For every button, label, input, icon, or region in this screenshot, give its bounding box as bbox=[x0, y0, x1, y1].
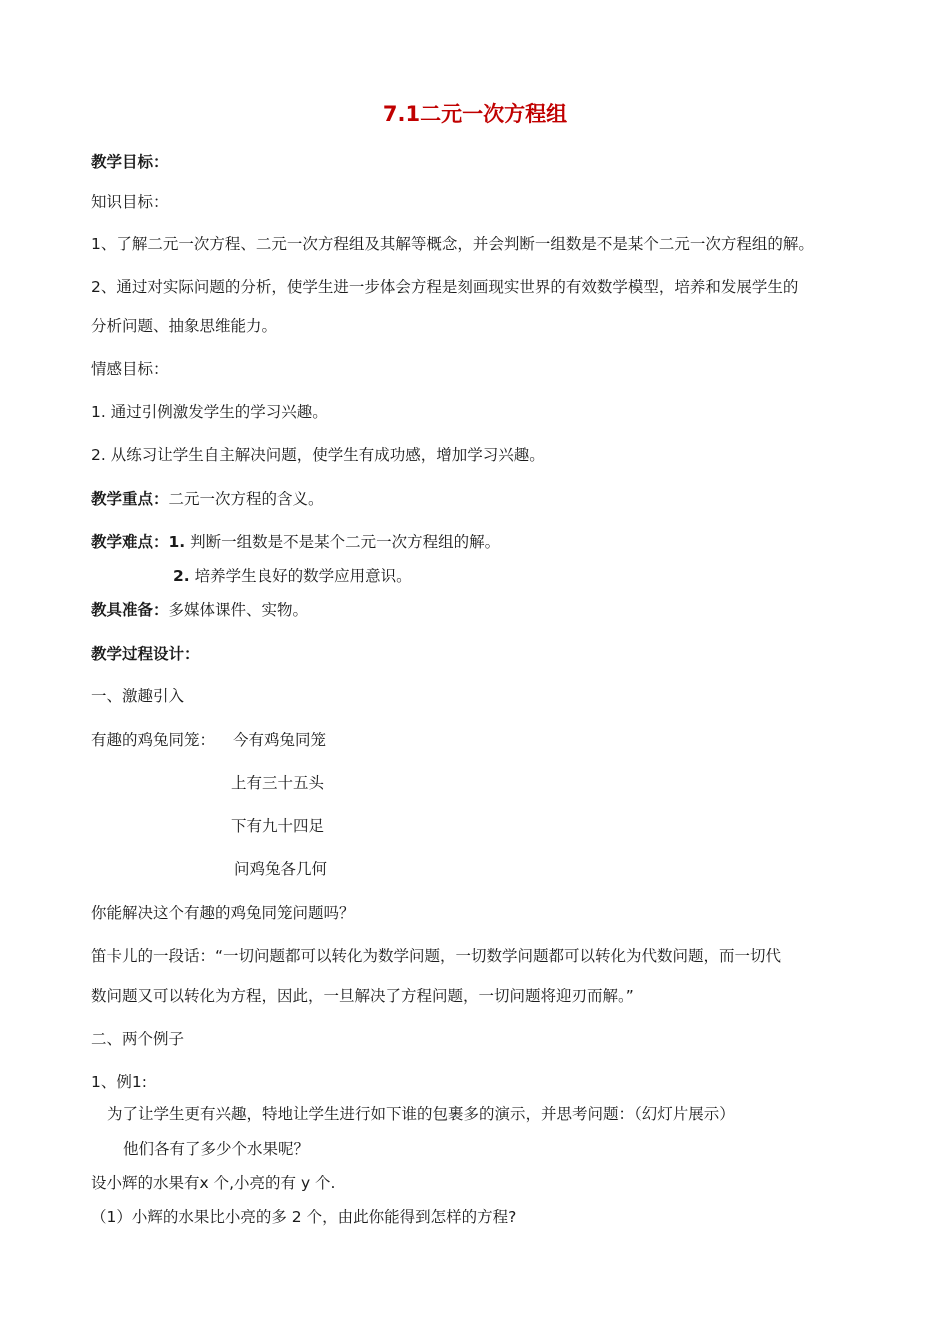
poem-question: 你能解决这个有趣的鸡兔同笼问题吗？ bbox=[91, 904, 355, 922]
materials-text: 多媒体课件、实物。 bbox=[168, 601, 309, 619]
poem-line-4: 问鸡兔各几何 bbox=[234, 860, 328, 878]
descartes-quote-line-1: 笛卡儿的一段话：“一切问题都可以转化为数学问题，一切数学问题都可以转化为代数问题，而一切代 bbox=[91, 947, 782, 965]
example-1-description: 为了让学生更有兴趣，特地让学生进行如下谁的包裹多的演示，并思考问题：（幻灯片展示） bbox=[107, 1105, 735, 1123]
example-1-setup: 设小辉的水果有x 个,小亮的有 y 个. bbox=[91, 1174, 336, 1192]
difficulty-text-2: 培养学生良好的数学应用意识。 bbox=[194, 567, 412, 585]
key-point-label: 教学重点： bbox=[91, 490, 169, 508]
knowledge-goals-label: 知识目标： bbox=[91, 193, 169, 211]
part-1-heading: 一、激趣引入 bbox=[91, 687, 185, 705]
key-point-line bbox=[91, 489, 324, 509]
knowledge-goal-1: 1、了解二元一次方程、二元一次方程组及其解等概念，并会判断一组数是不是某个二元一次方程组的解。 bbox=[91, 235, 814, 253]
descartes-quote-line-2: 数问题又可以转化为方程，因此，一旦解决了方程问题，一切问题将迎刃而解。” bbox=[91, 987, 634, 1005]
poem-line-3: 下有九十四足 bbox=[231, 817, 325, 835]
part-2-heading: 二、两个例子 bbox=[91, 1030, 185, 1048]
difficulty-text-1: 判断一组数是不是某个二元一次方程组的解。 bbox=[190, 533, 501, 551]
difficulty-line-2 bbox=[173, 566, 412, 586]
emotion-goal-2: 2. 从练习让学生自主解决问题，使学生有成功感，增加学习兴趣。 bbox=[91, 446, 545, 464]
example-1-heading: 1、例1: bbox=[91, 1073, 147, 1091]
goals-heading: 教学目标： bbox=[91, 153, 169, 171]
knowledge-goal-2-line-2: 分析问题、抽象思维能力。 bbox=[91, 317, 278, 335]
example-1-subquestion-1: （1）小辉的水果比小亮的多 2 个，由此你能得到怎样的方程? bbox=[91, 1208, 517, 1226]
difficulty-line-1 bbox=[91, 532, 500, 552]
materials-line bbox=[91, 600, 308, 620]
key-point-text: 二元一次方程的含义。 bbox=[168, 490, 324, 508]
difficulty-label: 教学难点： bbox=[91, 533, 169, 551]
difficulty-number-1: 1. bbox=[168, 533, 186, 551]
difficulty-number-2: 2. bbox=[173, 567, 190, 585]
poem-line-1: 今有鸡兔同笼 bbox=[233, 731, 327, 749]
materials-label: 教具准备： bbox=[91, 601, 169, 619]
process-heading: 教学过程设计： bbox=[91, 645, 200, 663]
emotion-goal-1: 1. 通过引例激发学生的学习兴趣。 bbox=[91, 403, 328, 421]
page-title: 7.1二元一次方程组 bbox=[382, 102, 568, 126]
example-1-question: 他们各有了多少个水果呢？ bbox=[123, 1140, 310, 1158]
poem-line-2: 上有三十五头 bbox=[231, 774, 325, 792]
emotion-goals-label: 情感目标： bbox=[91, 360, 169, 378]
poem-intro: 有趣的鸡兔同笼： bbox=[91, 731, 216, 749]
knowledge-goal-2-line-1: 2、通过对实际问题的分析，使学生进一步体会方程是刻画现实世界的有效数学模型，培养和发展学生的 bbox=[91, 278, 799, 296]
